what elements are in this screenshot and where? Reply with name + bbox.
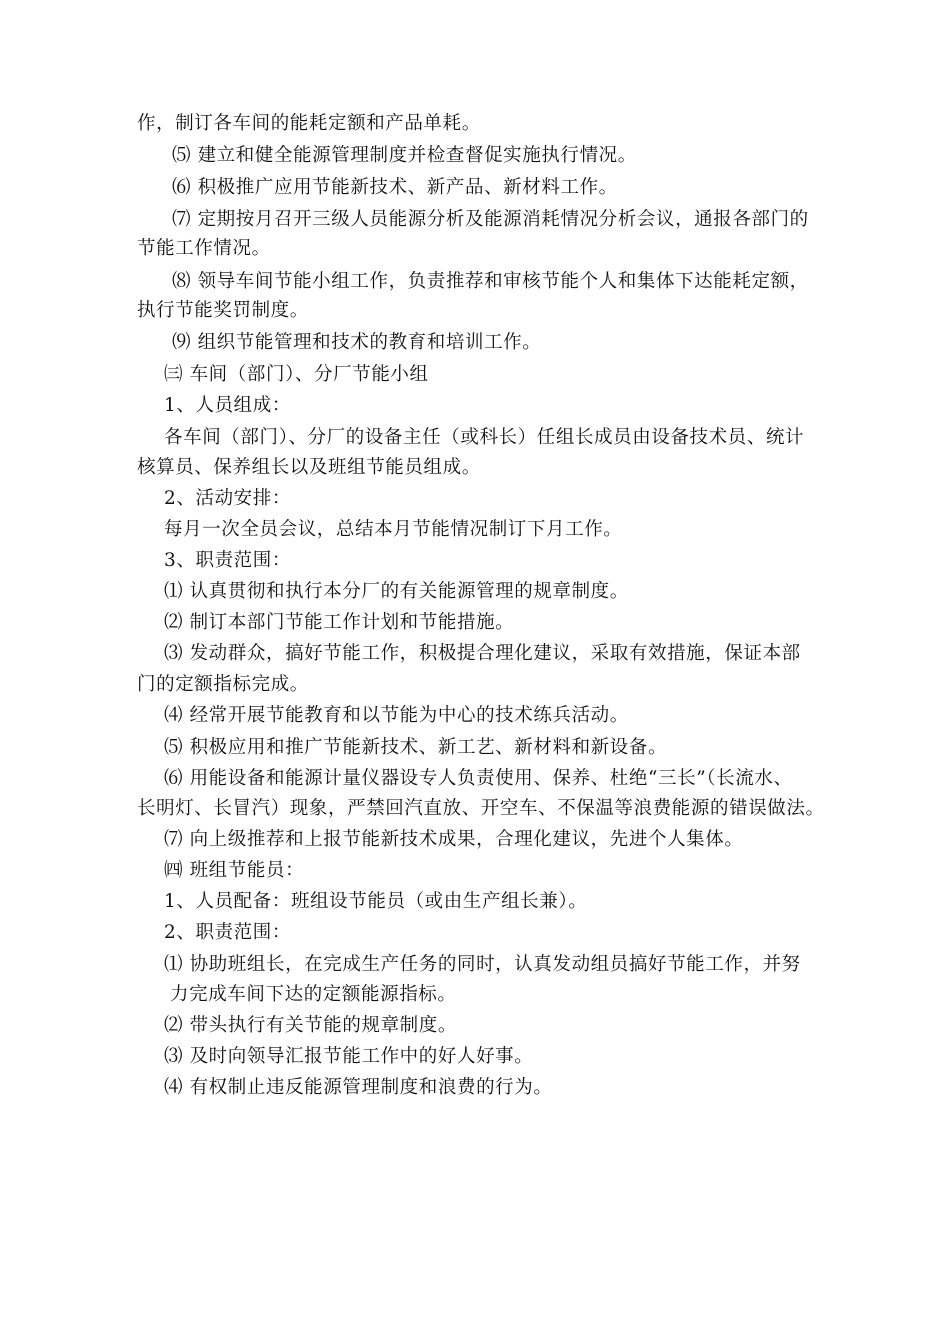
text-line-1: 作，制订各车间的能耗定额和产品单耗。 <box>137 113 481 134</box>
text-line-22: ⑹ 用能设备和能源计量仪器设专人负责使用、保养、杜绝“三长”（长流水、 <box>164 768 793 789</box>
text-line-27: 2、职责范围： <box>164 922 291 943</box>
text-line-5: 节能工作情况。 <box>137 238 271 259</box>
text-line-24: ⑺ 向上级推荐和上报节能新技术成果，合理化建议，先进个人集体。 <box>164 829 744 850</box>
text-line-30: ⑵ 带头执行有关节能的规章制度。 <box>164 1015 457 1036</box>
text-line-20: ⑷ 经常开展节能教育和以节能为中心的技术练兵活动。 <box>164 705 629 726</box>
text-line-4: ⑺ 定期按月召开三级人员能源分析及能源消耗情况分析会议，通报各部门的 <box>172 209 809 230</box>
text-line-25: ㈣ 班组节能员： <box>164 860 305 881</box>
text-line-3: ⑹ 积极推广应用节能新技术、新产品、新材料工作。 <box>172 177 618 198</box>
text-line-7: 执行节能奖罚制度。 <box>137 300 309 321</box>
text-line-31: ⑶ 及时向领导汇报节能工作中的好人好事。 <box>164 1046 534 1067</box>
text-line-12: 核算员、保养组长以及班组节能员组成。 <box>137 457 481 478</box>
text-line-17: ⑵ 制订本部门节能工作计划和节能措施。 <box>164 612 515 633</box>
text-line-26: 1、人员配备：班组设节能员（或由生产组长兼）。 <box>164 891 588 912</box>
text-line-29: 力完成车间下达的定额能源指标。 <box>170 984 457 1005</box>
text-line-18: ⑶ 发动群众，搞好节能工作，积极提合理化建议，采取有效措施，保证本部 <box>164 643 801 664</box>
text-line-14: 每月一次全员会议，总结本月节能情况制订下月工作。 <box>164 519 623 540</box>
text-line-16: ⑴ 认真贯彻和执行本分厂的有关能源管理的规章制度。 <box>164 581 629 602</box>
text-line-23: 长明灯、长冒汽）现象，严禁回汽直放、开空车、不保温等浪费能源的错误做法。 <box>137 798 825 819</box>
text-line-13: 2、活动安排： <box>164 488 291 509</box>
text-line-9: ㈢ 车间（部门）、分厂节能小组 <box>164 364 429 385</box>
text-line-8: ⑼ 组织节能管理和技术的教育和培训工作。 <box>172 332 542 353</box>
text-line-32: ⑷ 有权制止违反能源管理制度和浪费的行为。 <box>164 1077 553 1098</box>
text-line-6: ⑻ 领导车间节能小组工作，负责推荐和审核节能个人和集体下达能耗定额， <box>172 271 809 292</box>
text-line-19: 门的定额指标完成。 <box>137 674 309 695</box>
text-line-2: ⑸ 建立和健全能源管理制度并检查督促实施执行情况。 <box>172 145 637 166</box>
text-line-21: ⑸ 积极应用和推广节能新技术、新工艺、新材料和新设备。 <box>164 737 668 758</box>
text-line-11: 各车间（部门）、分厂的设备主任（或科长）任组长成员由设备技术员、统计 <box>164 427 805 448</box>
text-line-28: ⑴ 协助班组长，在完成生产任务的同时，认真发动组员搞好节能工作，并努 <box>164 954 801 975</box>
text-line-15: 3、职责范围： <box>164 550 291 571</box>
text-line-10: 1、人员组成： <box>164 395 291 416</box>
